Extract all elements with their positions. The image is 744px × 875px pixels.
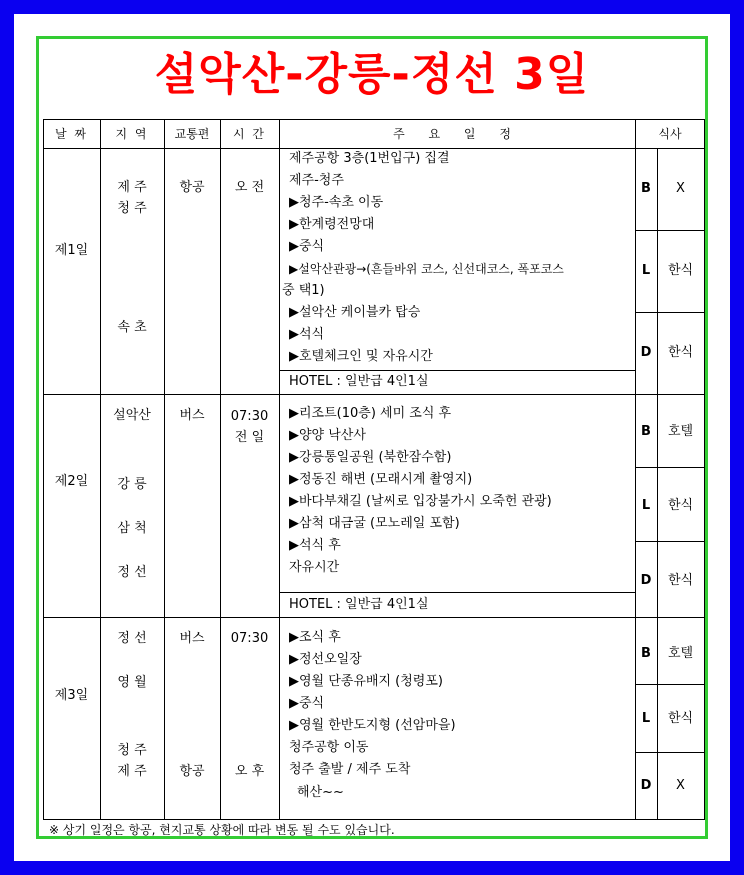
schedule-line: 청주공항 이동 [289,740,369,755]
meal-value: 한식 [667,711,694,726]
region-cell: 청 주 [117,743,147,758]
meal-sep [635,684,705,685]
header-bottom-line [43,148,705,149]
col-sep [279,119,280,819]
col-sep [100,119,101,819]
meal-sep [635,541,705,542]
header-region: 지 역 [115,127,149,141]
schedule-line: ▶한계령전망대 [289,217,375,232]
schedule-line: ▶중식 [289,696,325,711]
schedule-line: 자유시간 [289,560,340,575]
schedule-line: ▶정동진 해변 (모래시계 촬영지) [289,472,473,487]
schedule-line: ▶강릉통일공원 (북한잠수함) [289,450,452,465]
header-date: 날 짜 [55,127,88,141]
meal-code: L [641,498,651,513]
table-left-line [43,119,44,819]
document-frame [36,36,708,839]
region-cell: 삼 척 [117,521,147,536]
table-right-line [704,119,705,819]
hotel-info: HOTEL : 일반급 4인1실 [289,374,429,389]
page-title: 설악산-강릉-정선 3일 [154,49,590,100]
schedule-line: ▶석식 후 [289,538,341,553]
day1-bottom-line [43,394,705,395]
schedule-line: ▶바다부채길 (날씨로 입장불가시 오죽헌 관광) [289,494,552,509]
meal-code: D [640,778,652,793]
table-bottom-line [43,819,705,820]
meal-value: 호텔 [667,646,694,661]
meal-sep [635,752,705,753]
header-schedule: 주 요 일 정 [393,127,521,141]
region-cell: 제 주 [117,764,147,779]
col-sep [164,119,165,819]
schedule-line: 제주공항 3층(1번입구) 집결 [289,151,450,166]
meal-code: B [641,424,651,439]
schedule-line: ▶설악산관광→(흔들바위 코스, 신선대코스, 폭포코스 [289,262,564,276]
meal-sep [635,230,705,231]
meal-value: 한식 [667,345,694,360]
schedule-line: ▶삼척 대금굴 (모노레일 포함) [289,516,460,531]
region-cell: 영 월 [117,675,147,690]
region-cell: 정 선 [117,631,147,646]
transport-cell: 버스 [179,631,205,646]
hotel1-top-line [279,370,635,371]
meal-code: B [641,181,651,196]
meal-code: D [640,573,652,588]
schedule-line: 해산~~ [297,785,344,800]
day-label: 제1일 [54,243,89,258]
region-cell: 정 선 [117,565,147,580]
meal-value: X [676,181,685,196]
schedule-line: ▶중식 [289,239,325,254]
header-time: 시 간 [233,127,266,141]
schedule-line: ▶정선오일장 [289,652,362,667]
time-cell: 오 전 [234,180,265,195]
schedule-line: ▶설악산 케이블카 탑승 [289,305,421,320]
region-cell: 청 주 [117,201,147,216]
hotel-info: HOTEL : 일반급 4인1실 [289,597,429,612]
schedule-line: ▶호텔체크인 및 자유시간 [289,349,433,364]
meal-code: D [640,345,652,360]
schedule-line: ▶리조트(10층) 세미 조식 후 [289,406,452,421]
region-cell: 제 주 [117,180,147,195]
schedule-line: 청주 출발 / 제주 도착 [289,762,411,777]
schedule-line: ▶조식 후 [289,630,341,645]
schedule-line: ▶청주-속초 이동 [289,195,384,210]
header-meals: 식사 [658,127,682,141]
schedule-line: 제주-청주 [289,173,344,188]
table-top-line [43,119,705,120]
time-cell: 전 일 [234,430,265,445]
transport-cell: 버스 [179,408,205,423]
region-cell: 속 초 [117,320,147,335]
day-label: 제3일 [54,688,89,703]
meal-sep [635,312,705,313]
hotel2-top-line [279,592,635,593]
day2-bottom-line [43,617,705,618]
meal-code: L [641,711,651,726]
time-cell: 07:30 [230,631,269,646]
meal-code: L [641,263,651,278]
meal-value: 한식 [667,573,694,588]
itinerary-table [43,119,705,840]
transport-cell: 항공 [179,764,205,779]
meal-code: B [641,646,651,661]
day-label: 제2일 [54,474,89,489]
transport-cell: 항공 [179,180,205,195]
region-cell: 강 릉 [117,477,147,492]
meal-value: X [676,778,685,793]
region-cell: 설악산 [113,408,151,423]
header-transport: 교통편 [174,127,210,141]
schedule-line: ▶양양 낙산사 [289,428,366,443]
col-sep [220,119,221,819]
time-cell: 07:30 [230,409,269,424]
meal-value: 호텔 [667,424,694,439]
schedule-line: 중 택1) [282,283,325,298]
schedule-line: ▶영월 단종유배지 (청령포) [289,674,443,689]
footnote: ※ 상기 일정은 항공, 현지교통 상황에 따라 변동 될 수도 있습니다. [49,823,395,837]
meal-value: 한식 [667,263,694,278]
schedule-line: ▶석식 [289,327,325,342]
time-cell: 오 후 [234,764,265,779]
meal-sep [635,467,705,468]
schedule-line: ▶영월 한반도지형 (선암마을) [289,718,456,733]
meal-value: 한식 [667,498,694,513]
